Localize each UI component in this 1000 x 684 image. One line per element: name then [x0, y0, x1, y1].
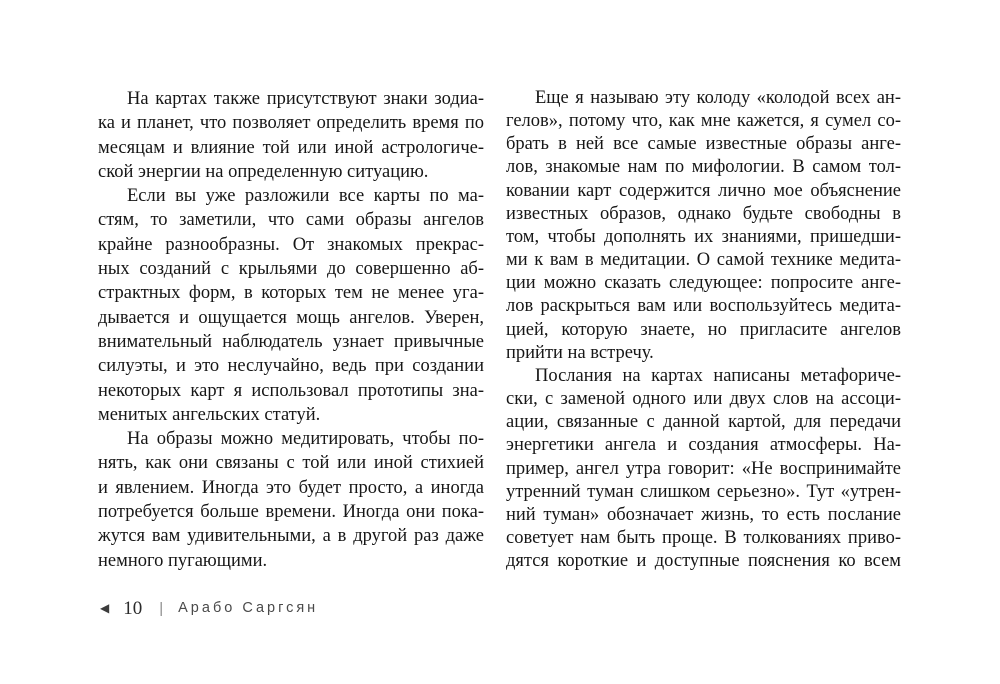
page-number: 10 — [123, 597, 143, 619]
text-line: некоторых карт я использовал прототипы зна- — [98, 380, 484, 401]
text-line: стям, то заметили, что сами образы ангелов — [98, 210, 484, 231]
text-line: лов раскрыться вам или воспользуйтесь медита- — [506, 296, 901, 317]
text-line: менитых ангельских статуй. — [98, 404, 321, 425]
text-line: Послания на картах написаны метафориче- — [535, 365, 901, 386]
text-line: ковании карт содержится лично мое объяснение — [506, 180, 901, 201]
text-line: силуэты, и это неслучайно, ведь при создании — [98, 356, 484, 377]
text-line: ации, связанные с данной картой, для передачи — [506, 412, 901, 433]
text-column-right — [506, 87, 901, 573]
text-line: Еще я называю эту колоду «колодой всех ан- — [535, 88, 901, 108]
paragraph — [98, 427, 484, 573]
text-line: внимательный наблюдатель узнает привычные — [98, 331, 484, 352]
text-line: дятся короткие и доступные пояснения ко всем — [506, 551, 901, 572]
text-line: пример, ангел утра говорит: «Не воспринимайте — [506, 458, 901, 479]
paragraph — [98, 184, 484, 427]
text-line: цией, которую знаете, но пригласите ангелов — [506, 319, 901, 340]
text-line: гелов», потому что, как мне кажется, я сумел со- — [506, 111, 901, 132]
text-line: советует нам быть проще. В толкованиях приво- — [506, 527, 901, 548]
paragraph — [506, 365, 901, 573]
text-line: На образы можно медитировать, чтобы по- — [127, 429, 484, 450]
author-name: Арабо Саргсян — [178, 599, 319, 616]
text-line: утренний туман слишком серьезно». Тут «утрен- — [506, 481, 901, 502]
text-line: ний туман» обозначает жизнь, то есть послание — [506, 504, 901, 525]
text-column-left — [98, 87, 484, 573]
paragraph — [506, 87, 901, 365]
text-line: и явлением. Иногда это будет просто, а иногда — [98, 477, 484, 498]
footer-separator: | — [159, 599, 164, 617]
text-line: брать в ней все самые известные образы анге- — [506, 134, 901, 155]
footer — [100, 598, 318, 618]
text-line: том, чтобы дополнять их знаниями, пришедши- — [506, 226, 901, 247]
text-line: нять, как они связаны с той или иной стихией — [98, 453, 484, 474]
text-line: энергетики ангела и создания атмосферы. На- — [506, 435, 901, 456]
text-line: ми к вам в медитации. О самой технике медита- — [506, 250, 901, 271]
text-line: Если вы уже разложили все карты по ма- — [127, 186, 484, 207]
text-line: лов, знакомые нам по мифологии. В самом тол- — [506, 157, 901, 178]
text-line: прийти на встречу. — [506, 342, 654, 363]
paragraph — [98, 87, 484, 184]
text-line: жутся вам удивительными, а в другой раз даже — [98, 526, 484, 547]
text-line: ции можно сказать следующее: попросите анге- — [506, 273, 901, 294]
text-line: ка и планет, что позволяет определить время по — [98, 113, 484, 134]
text-line: потребуется больше времени. Иногда они пока- — [98, 502, 484, 523]
previous-page-icon[interactable]: ◀ — [100, 601, 110, 615]
text-line: дывается и ощущается мощь ангелов. Уверен, — [98, 307, 484, 328]
text-line: известных образов, однако будьте свободны в — [506, 203, 901, 224]
text-line: месяцам и влияние той или иной астрологиче- — [98, 137, 484, 158]
text-line: страктных форм, в которых тем не менее уга- — [98, 283, 484, 304]
text-line: ных созданий с крыльями до совершенно аб- — [98, 259, 484, 280]
text-line: немного пугающими. — [98, 550, 268, 571]
text-line: ски, с заменой одного или двух слов на ассоци- — [506, 389, 901, 410]
text-line: крайне разнообразны. От знакомых прекрас- — [98, 234, 484, 255]
text-line: На картах также присутствуют знаки зодиа- — [127, 89, 484, 109]
text-line: ской энергии на определенную ситуацию. — [98, 161, 429, 182]
